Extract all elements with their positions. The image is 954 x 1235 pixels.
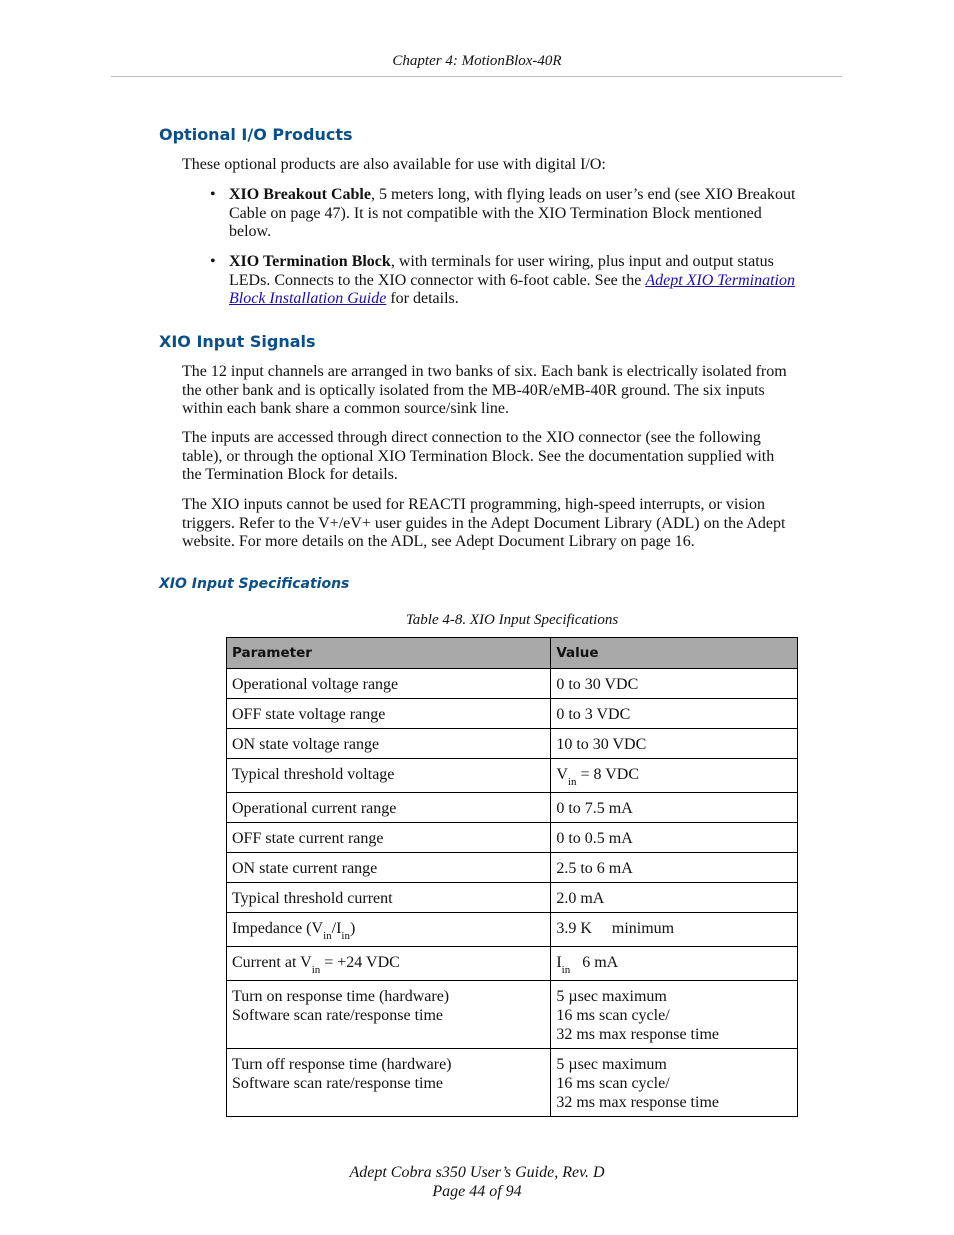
value-cell (551, 823, 798, 853)
bullet-xio-breakout-cable (229, 186, 849, 242)
subsection-heading-input-specs: XIO Input Specifications (159, 576, 350, 592)
param-text: Operational current range (232, 800, 397, 817)
bullet-dot: • (210, 253, 216, 270)
paragraph-line: the Termination Block for details. (182, 466, 398, 484)
bullet-bold-term: XIO Termination Block (229, 253, 391, 270)
param-text: OFF state current range (232, 830, 384, 847)
table-row (227, 947, 798, 981)
column-header-parameter: Parameter (227, 638, 551, 669)
value-text: 3.9 K minimum (556, 920, 675, 937)
table-caption: Table 4-8. XIO Input Specifications (405, 612, 619, 628)
bullet-text: below. (229, 223, 272, 241)
bullet-bold-term: XIO Breakout Cable (229, 186, 371, 203)
value-cell (551, 669, 798, 699)
value-cell (551, 1049, 798, 1117)
bullet-text: LEDs. Connects to the XIO connector with 6-foot cable. See the (229, 271, 646, 289)
value-text: $I_{in}$ 6 mA (556, 954, 619, 976)
footer-page-number: Page 44 of 94 (432, 1183, 522, 1200)
param-cell (227, 947, 551, 981)
param-text: Turn off response time (hardware) Software scan rate/response time (232, 1056, 452, 1092)
header-rule (111, 76, 842, 77)
table-row (227, 823, 798, 853)
bullet-text: , with terminals for user wiring, plus input and output status (390, 253, 774, 270)
param-text: OFF state voltage range (232, 706, 386, 723)
value-text: 0 to 3 VDC (556, 706, 631, 723)
paragraph-line: The 12 input channels are arranged in two banks of six. Each bank is electrically isolated from (182, 363, 787, 380)
section-intro: These optional products are also available for use with digital I/O: (182, 156, 606, 173)
param-text: ON state current range (232, 860, 378, 877)
param-cell (227, 913, 551, 947)
paragraph-line: within each bank share a common source/sink line. (182, 400, 510, 418)
value-text: 2.0 mA (556, 890, 605, 907)
param-cell (227, 793, 551, 823)
paragraph-line: table), or through the optional XIO Termination Block. See the documentation supplied with (182, 447, 775, 465)
value-text: 5 µsec maximum 16 ms scan cycle/ 32 ms max response time (556, 988, 719, 1043)
table-row (227, 883, 798, 913)
section-heading-xio-input-signals: XIO Input Signals (159, 332, 316, 351)
param-text: Operational voltage range (232, 676, 399, 693)
value-text: 0 to 0.5 mA (556, 830, 633, 847)
paragraph-line: website. For more details on the ADL, see Adept Document Library on page 16. (182, 533, 695, 551)
table-row (227, 759, 798, 793)
xio-input-spec-table (226, 637, 798, 1117)
param-text: ON state voltage range (232, 736, 380, 753)
table-row (227, 1049, 798, 1117)
value-cell (551, 729, 798, 759)
value-text: 0 to 30 VDC (556, 676, 639, 693)
xio-termination-guide-link[interactable]: Adept XIO Termination (645, 271, 795, 289)
value-text: 0 to 7.5 mA (556, 800, 633, 817)
bullet-xio-termination-block (229, 253, 849, 309)
footer-guide-title: Adept Cobra s350 User’s Guide, Rev. D (349, 1164, 605, 1181)
param-cell (227, 883, 551, 913)
table-row (227, 981, 798, 1049)
paragraph-line: triggers. Refer to the V+/eV+ user guides in the Adept Document Library (ADL) on the Adept (182, 514, 786, 532)
paragraph-line: the other bank and is optically isolated from the MB-40R/eMB-40R ground. The six inputs (182, 381, 765, 399)
xio-termination-guide-link-cont[interactable]: Block Installation Guide (229, 290, 387, 308)
value-cell (551, 913, 798, 947)
paragraph-input-limitations (182, 496, 852, 552)
param-text: Turn on response time (hardware) Software scan rate/response time (232, 988, 450, 1024)
bullet-text: for details. (386, 290, 459, 308)
column-header-value: Value (551, 638, 798, 669)
table-row (227, 853, 798, 883)
param-text: Typical threshold current (232, 890, 393, 907)
value-cell (551, 793, 798, 823)
param-text: Current at $V_{in} = +24$ VDC (232, 954, 400, 976)
value-cell (551, 981, 798, 1049)
value-text: 10 to 30 VDC (556, 736, 647, 753)
param-cell (227, 1049, 551, 1117)
param-cell (227, 823, 551, 853)
value-cell (551, 853, 798, 883)
table-row (227, 669, 798, 699)
param-cell (227, 759, 551, 793)
paragraph-line: The inputs are accessed through direct connection to the XIO connector (see the following (182, 429, 761, 446)
param-cell (227, 853, 551, 883)
value-text: $V_{in} = 8$ VDC (556, 766, 639, 788)
chapter-title: Chapter 4: MotionBlox-40R (392, 53, 562, 69)
table-header-row (227, 638, 798, 669)
value-cell (551, 759, 798, 793)
table-row (227, 913, 798, 947)
paragraph-input-channels (182, 363, 852, 419)
value-text: 2.5 to 6 mA (556, 860, 633, 877)
value-cell (551, 947, 798, 981)
paragraph-line: The XIO inputs cannot be used for REACTI programming, high-speed interrupts, or vision (182, 496, 765, 513)
value-cell (551, 699, 798, 729)
param-cell (227, 981, 551, 1049)
table-row (227, 729, 798, 759)
value-cell (551, 883, 798, 913)
table-row (227, 699, 798, 729)
param-cell (227, 699, 551, 729)
bullet-text: , 5 meters long, with flying leads on user’s end (see XIO Breakout (370, 186, 796, 203)
param-text: Typical threshold voltage (232, 766, 395, 783)
param-cell (227, 669, 551, 699)
table-row (227, 793, 798, 823)
section-heading-optional-io: Optional I/O Products (159, 125, 353, 144)
value-text: 5 µsec maximum 16 ms scan cycle/ 32 ms max response time (556, 1056, 719, 1111)
param-cell (227, 729, 551, 759)
paragraph-input-access (182, 429, 852, 485)
page-header (0, 53, 954, 70)
bullet-dot: • (210, 186, 216, 203)
param-text: Impedance $(V_{in}/I_{in})$ (232, 920, 356, 942)
bullet-text: Cable on page 47). It is not compatible with the XIO Termination Block mentioned (229, 204, 762, 222)
